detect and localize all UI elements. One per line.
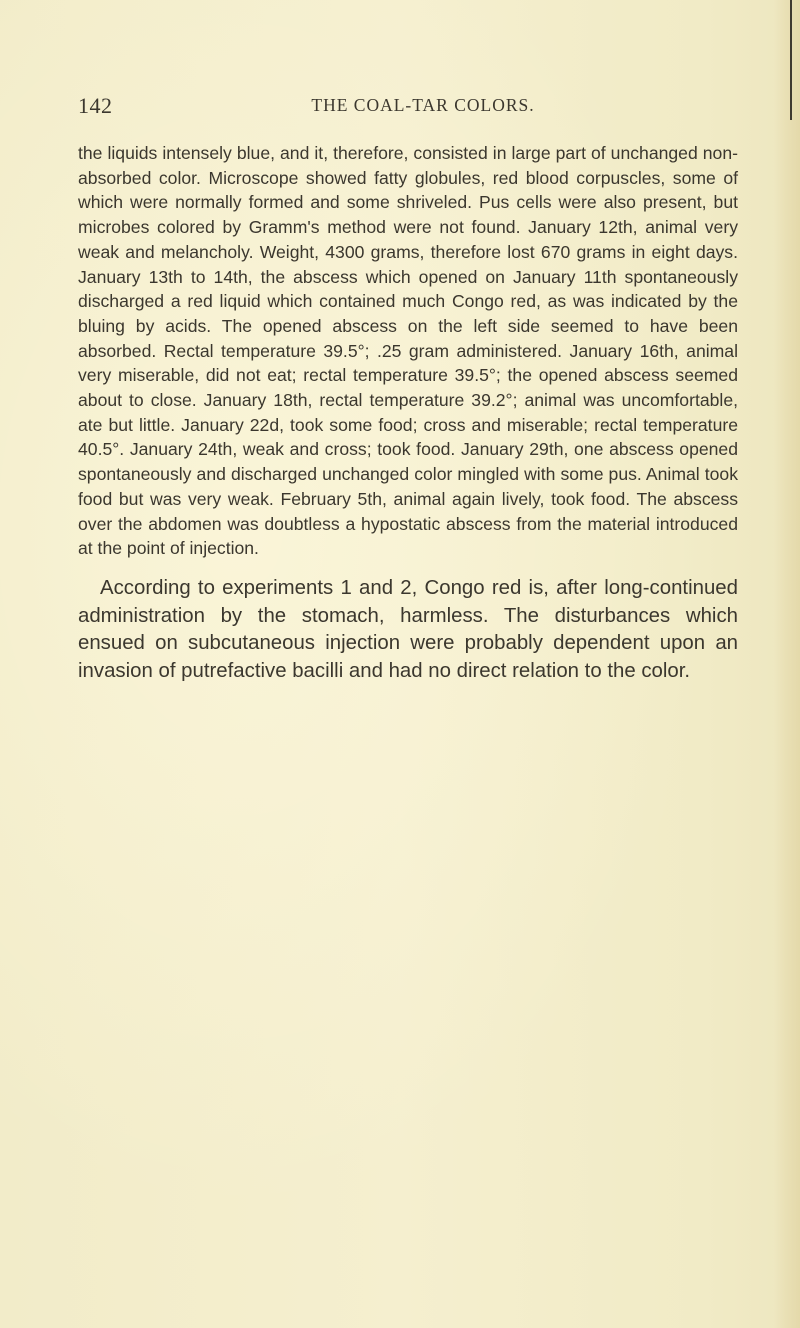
page-header [78,93,738,119]
running-title: THE COAL-TAR COLORS. [311,95,535,115]
body-text [78,141,738,685]
page-number: 142 [78,93,113,118]
paragraph-conclusion: According to experiments 1 and 2, Congo red is, after long-continued administration by the stomach, harmless. The disturbances which ensued on subcutaneous injection were probably dependent upon an invasion of putrefactive bacilli and had no direct relation to the color. [78,576,738,682]
page-edge-shadow [774,0,800,1328]
paragraph-experiment-notes: the liquids intensely blue, and it, therefore, consisted in large part of unchanged non-absorbed color. Microscope showed fatty globules, red blood corpuscles, some of which were normally formed and some shriveled. Pus cells were also present, but microbes colored by Gramm's method were not found. January 12th, animal very weak and melancholy. Weight, 4300 grams, therefore lost 670 grams in eight days. January 13th to 14th, the abscess which opened on January 11th spontaneously discharged a red liquid which contained much Congo red, as was indicated by the bluing by acids. The opened abscess on the left side seemed to have been absorbed. Rectal temperature 39.5°; .25 gram administered. January 16th, animal very miserable, did not eat; rectal temperature 39.5°; the opened abscess seemed about to close. January 18th, rectal temperature 39.2°; animal was uncomfortable, ate but little. January 22d, took some food; cross and miserable; rectal temperature 40.5°. January 24th, weak and cross; took food. January 29th, one abscess opened spontaneously and discharged unchanged color mingled with some pus. Animal took food but was very weak. February 5th, animal again lively, took food. The abscess over the abdomen was doubtless a hypostatic abscess from the material introduced at the point of injection. [78,143,738,559]
page-edge-line [790,0,792,120]
